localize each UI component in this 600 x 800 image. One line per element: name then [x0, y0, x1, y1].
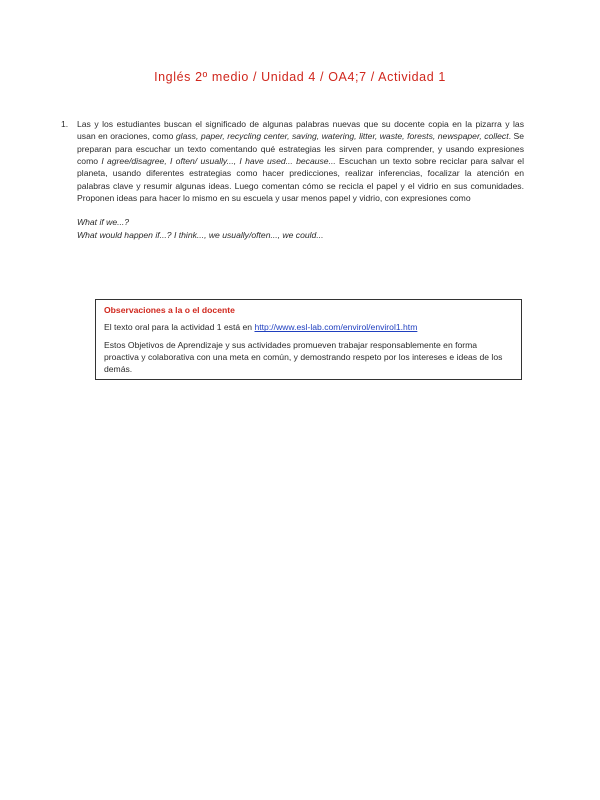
activity-text-segment: Escuchan un texto sobre reciclar para salvar el planeta, usando diferentes estrategias como hacer predicciones, realizar inferencias, focalizar la atención en palabras clave y resumir algunas ideas. Luego comentan cómo se recicla el papel y el vidrio en sus comunidades. Proponen ideas para hacer lo mismo en su escuela y usar menos papel y vidrio, con expresiones como — [77, 156, 524, 204]
expression-examples: I agree/disagree, I often/ usually..., I have used... because... — [101, 156, 336, 167]
audio-source-label: El texto oral para la actividad 1 está en — [104, 322, 255, 333]
teacher-notes-title: Observaciones a la o el docente — [104, 305, 235, 315]
example-phrases — [77, 216, 524, 241]
list-number: 1. — [61, 119, 69, 129]
activity-description — [77, 118, 524, 204]
page-title: Inglés 2º medio / Unidad 4 / OA4;7 / Actividad 1 — [154, 70, 446, 84]
teacher-notes-box — [95, 299, 522, 380]
example-phrase: What if we...? — [77, 217, 130, 228]
teacher-notes-paragraph: Estos Objetivos de Aprendizaje y sus actividades promueven trabajar responsablemente en forma proactiva y colaborativa con una meta en común, y demostrando respeto por los intereses e ideas de los demás. — [104, 339, 503, 375]
activity-text-segment: Las y los estudiantes buscan el significado de algunas palabras nuevas que su docente copia en la pizarra y las usan en oraciones, como — [77, 119, 524, 142]
audio-source-line — [104, 321, 513, 333]
vocabulary-list: glass, paper, recycling center, saving, watering, litter, waste, forests, newspaper, collect — [175, 131, 509, 142]
activity-item — [61, 118, 524, 241]
example-phrase: What would happen if...? I think..., we usually/often..., we could... — [77, 229, 324, 240]
audio-source-link[interactable]: http://www.esl-lab.com/envirol/envirol1.htm — [254, 322, 418, 333]
activity-text-segment: . Se preparan para escuchar un texto comentando qué estrategias les sirven para comprender, y usando expresiones como — [77, 131, 524, 167]
